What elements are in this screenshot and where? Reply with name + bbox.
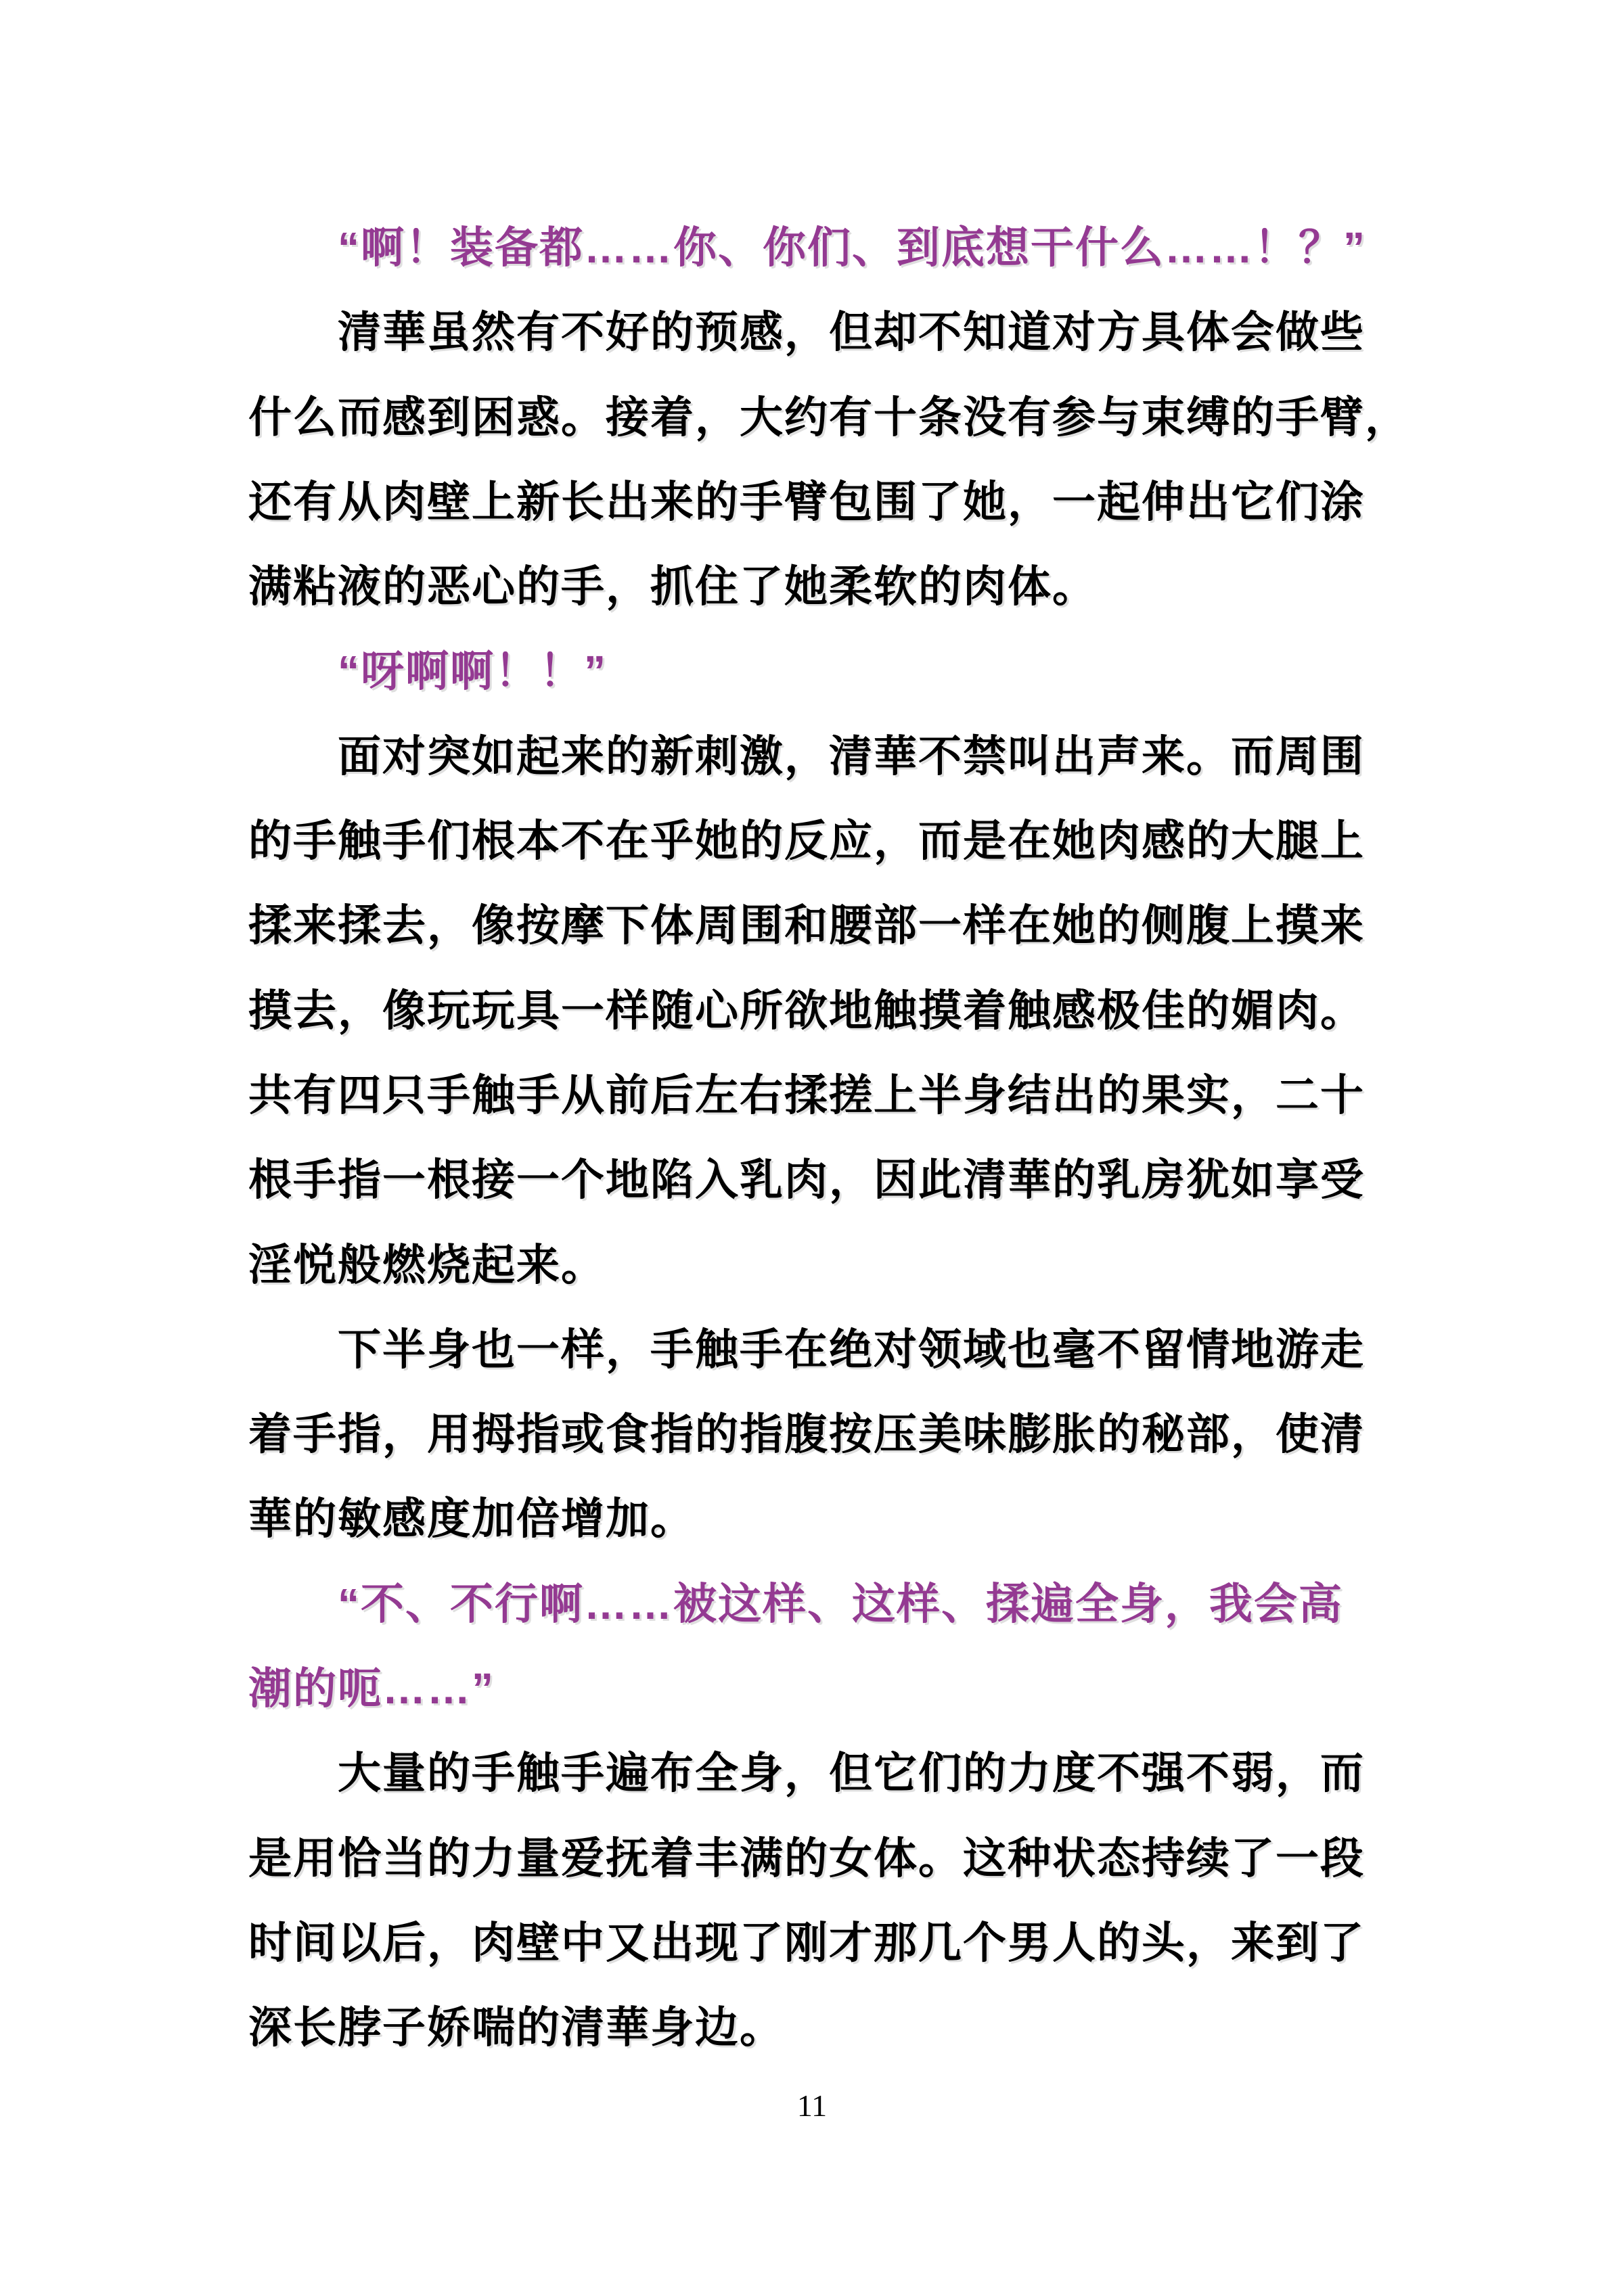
body-text-line: 时间以后，肉壁中又出现了刚才那几个男人的头，来到了 (248, 1918, 1365, 1967)
dialogue-line: “呀啊啊！！” (338, 647, 607, 696)
body-text-line: 还有从肉壁上新长出来的手臂包围了她，一起伸出它们涂 (248, 477, 1365, 526)
page-number: 11 (796, 2088, 828, 2123)
body-text-line: 着手指，用拇指或食指的指腹按压美味膨胀的秘部，使清 (248, 1410, 1365, 1459)
body-text-line: 大量的手触手遍布全身，但它们的力度不强不弱，而 (338, 1749, 1365, 1798)
body-text-line: 深长脖子娇喘的清華身边。 (248, 2003, 784, 2052)
body-text-line: 是用恰当的力量爱抚着丰满的女体。这种状态持续了一段 (248, 1833, 1365, 1883)
body-text-line: 根手指一根接一个地陷入乳肉，因此清華的乳房犹如享受 (248, 1155, 1365, 1205)
dialogue-line: 潮的呃……” (248, 1664, 495, 1714)
body-text-line: 共有四只手触手从前后左右揉搓上半身结出的果实，二十 (248, 1070, 1365, 1120)
body-text-line: 淫悦般燃烧起来。 (248, 1240, 606, 1289)
body-text-line: 的手触手们根本不在乎她的反应，而是在她肉感的大腿上 (248, 817, 1365, 866)
body-text-line: 摸去，像玩玩具一样随心所欲地触摸着触感极佳的媚肉。 (248, 986, 1365, 1035)
body-text-line: 清華虽然有不好的预感，但却不知道对方具体会做些 (338, 308, 1365, 357)
body-text-line: 面对突如起来的新刺激，清華不禁叫出声来。而周围 (338, 731, 1365, 781)
dialogue-line: “不、不行啊……被这样、这样、揉遍全身，我会高 (338, 1579, 1343, 1628)
body-text-line: 什么而感到困惑。接着，大约有十条没有参与束缚的手臂， (248, 392, 1409, 442)
body-text-line: 華的敏感度加倍增加。 (248, 1494, 695, 1544)
body-text-line: 下半身也一样，手触手在绝对领域也毫不留情地游走 (338, 1325, 1365, 1374)
text-body (248, 206, 1460, 2071)
body-text-line: 满粘液的恶心的手，抓住了她柔软的肉体。 (248, 562, 1097, 612)
dialogue-line: “啊！装备都……你、你们、到底想干什么……！？” (338, 223, 1366, 272)
body-text-line: 揉来揉去，像按摩下体周围和腰部一样在她的侧腹上摸来 (248, 901, 1365, 950)
